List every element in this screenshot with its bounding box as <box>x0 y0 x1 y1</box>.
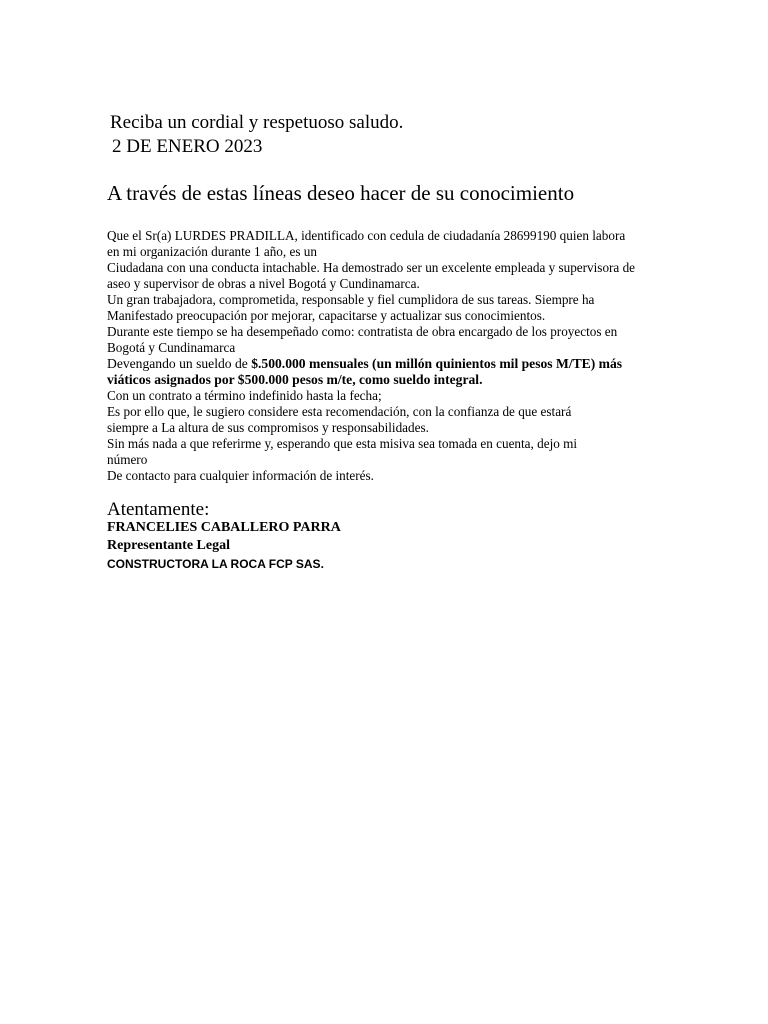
signer-name: FRANCELIES CABALLERO PARRA <box>107 520 341 535</box>
body-line: Bogotá y Cundinamarca <box>107 340 236 355</box>
salary-prefix: Devengando un sueldo de <box>107 356 252 371</box>
body-line: siempre a La altura de sus compromisos y responsabilidades. <box>107 420 429 435</box>
signer-role: Representante Legal <box>107 538 230 553</box>
body-line: Ciudadana con una conducta intachable. Ha demostrado ser un excelente empleada y supervisora de <box>107 260 636 275</box>
salary-extra: viáticos asignados por $500.000 pesos m/te, como sueldo integral. <box>107 372 483 387</box>
intro-line: A través de estas líneas deseo hacer de su conocimiento <box>107 181 575 205</box>
body-line: Con un contrato a término indefinido hasta la fecha; <box>107 388 382 403</box>
letter-body <box>107 228 707 484</box>
closing: Atentamente: <box>107 499 210 520</box>
body-line: Que el Sr(a) LURDES PRADILLA, identificado con cedula de ciudadanía 28699190 quien labora <box>107 228 626 243</box>
company-name: CONSTRUCTORA LA ROCA FCP SAS. <box>107 557 324 571</box>
body-line: Sin más nada a que referirme y, esperando que esta misiva sea tomada en cuenta, dejo mi <box>107 436 578 451</box>
body-line: Es por ello que, le sugiero considere esta recomendación, con la confianza de que estará <box>107 404 572 419</box>
letter-date: 2 DE ENERO 2023 <box>112 136 263 157</box>
body-line: De contacto para cualquier información de interés. <box>107 468 374 483</box>
body-line: Manifestado preocupación por mejorar, capacitarse y actualizar sus conocimientos. <box>107 308 546 323</box>
body-line: aseo y supervisor de obras a nivel Bogotá y Cundinamarca. <box>107 276 420 291</box>
greeting: Reciba un cordial y respetuoso saludo. <box>110 112 404 133</box>
body-line: en mi organización durante 1 año, es un <box>107 244 317 259</box>
salary-amount: $.500.000 mensuales (un millón quinientos mil pesos M/TE) más <box>251 356 623 371</box>
body-line: Durante este tiempo se ha desempeñado como: contratista de obra encargado de los proyectos en <box>107 324 618 339</box>
salary-line <box>107 356 707 372</box>
body-line: número <box>107 452 148 467</box>
body-line: Un gran trabajadora, comprometida, responsable y fiel cumplidora de sus tareas. Siempre ha <box>107 292 595 307</box>
